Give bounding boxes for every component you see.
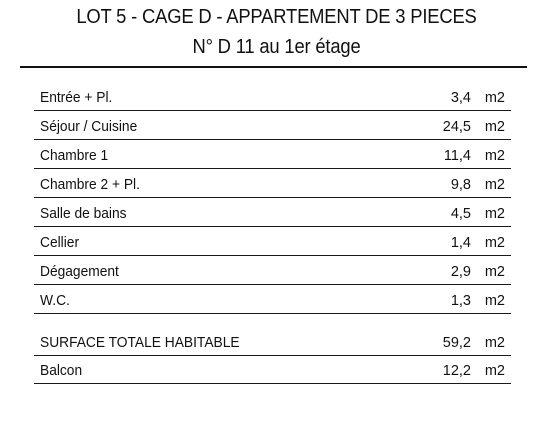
table-row (34, 256, 511, 285)
room-label: Chambre 1 (40, 148, 109, 164)
title-divider (20, 66, 527, 68)
balcony-label: Balcon (40, 363, 83, 379)
balcony-row (34, 356, 511, 384)
table-row (34, 111, 511, 140)
table-row (34, 285, 511, 314)
balcony-area: 12,2 (442, 363, 471, 379)
area-unit: m2 (484, 148, 505, 164)
room-area: 24,5 (442, 119, 471, 135)
total-row (34, 326, 511, 356)
area-unit: m2 (484, 264, 505, 280)
area-unit: m2 (484, 90, 505, 106)
room-label: Entrée + Pl. (40, 90, 113, 106)
table-row (34, 169, 511, 198)
total-label: SURFACE TOTALE HABITABLE (40, 335, 240, 351)
section-gap (34, 314, 511, 326)
room-label: Chambre 2 + Pl. (40, 177, 140, 193)
room-label: Salle de bains (40, 206, 127, 222)
area-unit: m2 (484, 119, 505, 135)
room-label: Cellier (40, 235, 80, 251)
table-row (34, 227, 511, 256)
room-label: W.C. (40, 293, 70, 309)
table-row (34, 82, 511, 111)
room-label: Dégagement (40, 264, 119, 280)
room-area: 1,4 (450, 235, 471, 251)
area-unit: m2 (484, 335, 505, 351)
room-area: 11,4 (443, 148, 471, 164)
area-unit: m2 (484, 177, 505, 193)
room-area: 1,3 (450, 293, 471, 309)
area-unit: m2 (484, 293, 505, 309)
total-area: 59,2 (442, 335, 471, 351)
room-area: 9,8 (450, 177, 471, 193)
area-unit: m2 (484, 363, 505, 379)
room-area: 2,9 (450, 264, 471, 280)
document-title: LOT 5 - CAGE D - APPARTEMENT DE 3 PIECES (76, 6, 477, 28)
row-divider (34, 313, 511, 314)
table-row (34, 198, 511, 227)
row-divider (34, 383, 511, 384)
room-area: 4,5 (450, 206, 471, 222)
table-row (34, 140, 511, 169)
room-area: 3,4 (450, 90, 471, 106)
area-unit: m2 (484, 206, 505, 222)
room-label: Séjour / Cuisine (40, 119, 138, 135)
document-subtitle: N° D 11 au 1er étage (192, 36, 361, 58)
surface-table (34, 82, 511, 384)
area-unit: m2 (484, 235, 505, 251)
